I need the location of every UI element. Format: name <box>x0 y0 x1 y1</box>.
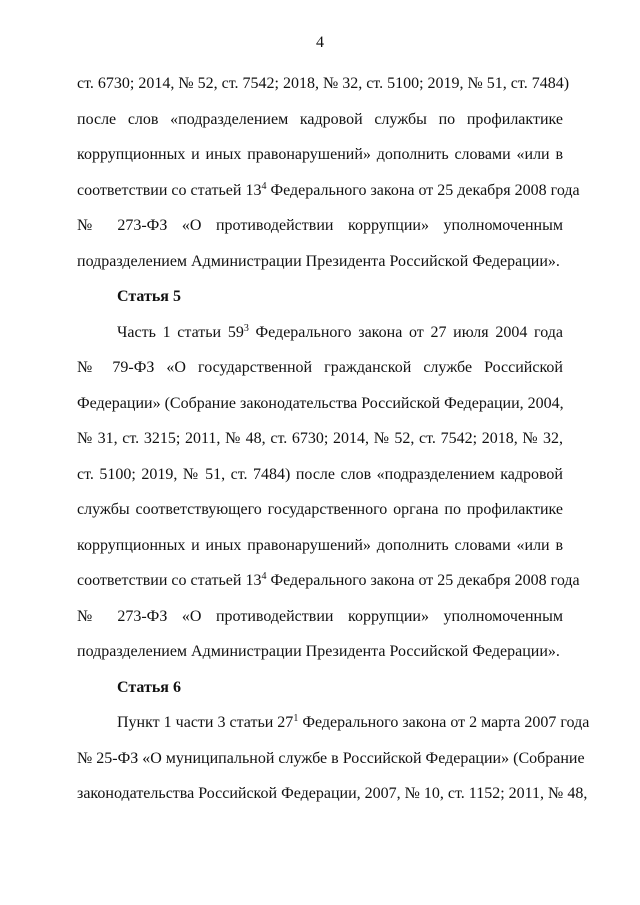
text-segment: Статья 5 <box>117 288 181 305</box>
superscript: 3 <box>243 322 249 334</box>
text-line <box>77 244 563 280</box>
text-segment: Пункт 1 части 3 статьи 27 <box>117 714 294 731</box>
text-segment: Статья 6 <box>117 678 181 696</box>
superscript: 4 <box>261 571 267 582</box>
superscript: 4 <box>261 180 267 192</box>
text-line <box>77 173 580 209</box>
text-line <box>77 421 563 457</box>
text-segment: Федерального закона от 25 декабря 2008 года <box>266 572 580 589</box>
text-line <box>77 457 563 493</box>
text-segment: Федерального закона от 27 июля 2004 года <box>248 323 563 341</box>
text-segment: Федерации» (Собрание законодательства Российской Федерации, 2004, <box>77 394 564 412</box>
text-segment: № 31, ст. 3215; 2011, № 48, ст. 6730; 2014, № 52, ст. 7542; 2018, № 32, <box>77 430 563 447</box>
text-segment: коррупционных и иных правонарушений» дополнить словами «или в <box>77 536 563 554</box>
text-segment: ст. 6730; 2014, № 52, ст. 7542; 2018, № 32, ст. 5100; 2019, № 51, ст. 7484) <box>77 75 570 92</box>
text-line <box>77 776 588 812</box>
superscript: 1 <box>293 713 299 724</box>
text-line <box>77 66 570 102</box>
text-line <box>77 705 590 741</box>
text-segment: коррупционных и иных правонарушений» дополнить словами «или в <box>77 146 563 163</box>
text-line <box>77 563 580 599</box>
document-body <box>77 66 590 812</box>
text-segment: № 79-ФЗ «О государственной гражданской службе Российской <box>77 359 563 376</box>
text-line <box>77 315 563 351</box>
text-segment: № 273-ФЗ «О противодействии коррупции» уполномоченным <box>77 607 563 625</box>
text-line <box>77 492 563 528</box>
text-segment: Федерального закона от 25 декабря 2008 года <box>266 181 580 199</box>
text-segment: соответствии со статьей 13 <box>77 572 262 589</box>
text-line <box>77 350 563 386</box>
text-segment: подразделением Администрации Президента Российской Федерации». <box>77 252 560 270</box>
text-line <box>77 386 563 422</box>
text-line <box>77 208 563 244</box>
text-segment: законодательства Российской Федерации, 2007, № 10, ст. 1152; 2011, № 48, <box>77 785 588 802</box>
text-line <box>77 102 563 138</box>
text-line <box>77 741 585 777</box>
text-segment: Федерального закона от 2 марта 2007 года <box>298 714 590 731</box>
text-segment: после слов «подразделением кадровой службы по профилактике <box>77 110 563 128</box>
text-line <box>77 599 563 635</box>
text-line <box>77 137 563 173</box>
text-line <box>77 528 563 564</box>
text-line <box>77 634 563 670</box>
text-segment: подразделением Администрации Президента Российской Федерации». <box>77 643 560 660</box>
text-segment: соответствии со статьей 13 <box>77 181 262 199</box>
text-segment: службы соответствующего государственного органа по профилактике <box>77 501 563 518</box>
text-segment: Часть 1 статьи 59 <box>117 323 244 341</box>
article-heading <box>77 670 563 706</box>
text-segment: № 25-ФЗ «О муниципальной службе в Российской Федерации» (Собрание <box>77 749 585 767</box>
text-segment: ст. 5100; 2019, № 51, ст. 7484) после слов «подразделением кадровой <box>77 465 563 483</box>
page-number: 4 <box>316 34 324 51</box>
article-heading <box>77 279 563 315</box>
text-segment: № 273-ФЗ «О противодействии коррупции» уполномоченным <box>77 217 563 234</box>
